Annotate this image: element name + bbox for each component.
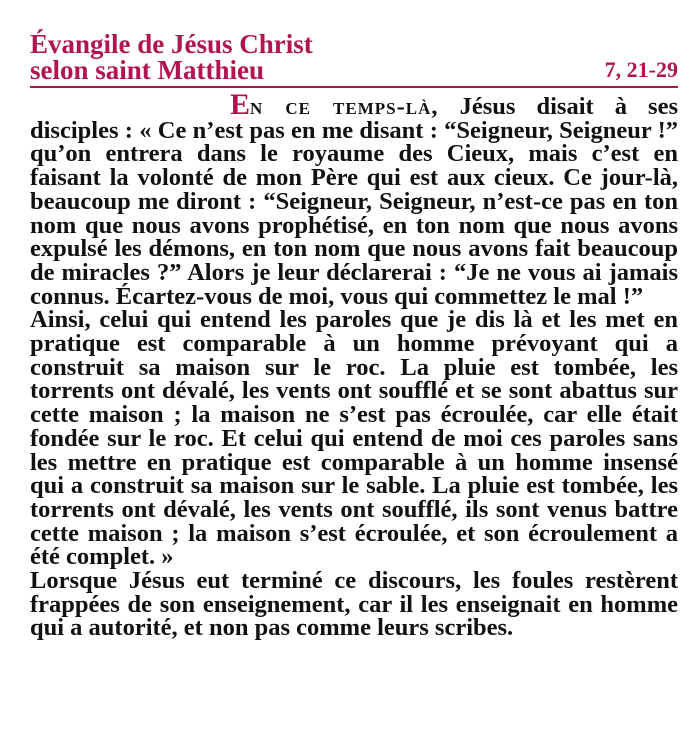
paragraph-2: Ainsi, celui qui entend les paroles que je dis là et les met en pratique est comparable à un homme prévoyant qui a construit sa maison sur le roc. La pluie est tombée, les torrents ont dévalé, les vents ont soufflé et se sont abattus sur cette maison ; la maison ne s’est pas écroulée, car elle était fondée sur le roc. Et celui qui entend de moi ces paroles sans les mettre en pratique est comparable à un homme insensé qui a construit sa maison sur le sable. La pluie est tombée, les torrents ont dévalé, les vents ont soufflé, ils sont venus battre cette maison ; la maison s’est écroulée, et son écroulement a été complet. » xyxy=(30,306,678,571)
title-line-2: selon saint Matthieu xyxy=(30,55,265,85)
title-line-1: Évangile de Jésus Christ xyxy=(30,29,313,59)
paragraph-3: Lorsque Jésus eut terminé ce discours, les foules restèrent frappées de son enseignement, car il les enseignait en homme qui a autorité, et non pas comme leurs scribes. xyxy=(30,567,678,642)
opening-words: n ce temps-là, xyxy=(250,93,439,120)
paragraph-1 xyxy=(30,88,678,310)
paragraph-1-text: Jésus disait à ses disciples : « Ce n’est pas en me disant : “Seigneur, Seigneur !” qu’on entrera dans le royaume des Cieux, mais c’est en faisant la volonté de mon Père qui est aux cieux. Ce jour-là, beaucoup me diront : “Seigneur, Seigneur, n’est-ce pas en ton nom que nous avons prophétisé, en ton nom que nous avons expulsé les démons, en ton nom que nous avons fait beaucoup de miracles ?” Alors je leur déclarerai : “Je ne vous ai jamais connus. Écartez-vous de moi, vous qui commettez le mal !” xyxy=(30,93,678,310)
gospel-text xyxy=(30,88,678,642)
gospel-header xyxy=(30,31,678,88)
verse-reference: 7, 21-29 xyxy=(604,57,678,82)
initial-letter: E xyxy=(230,88,251,121)
